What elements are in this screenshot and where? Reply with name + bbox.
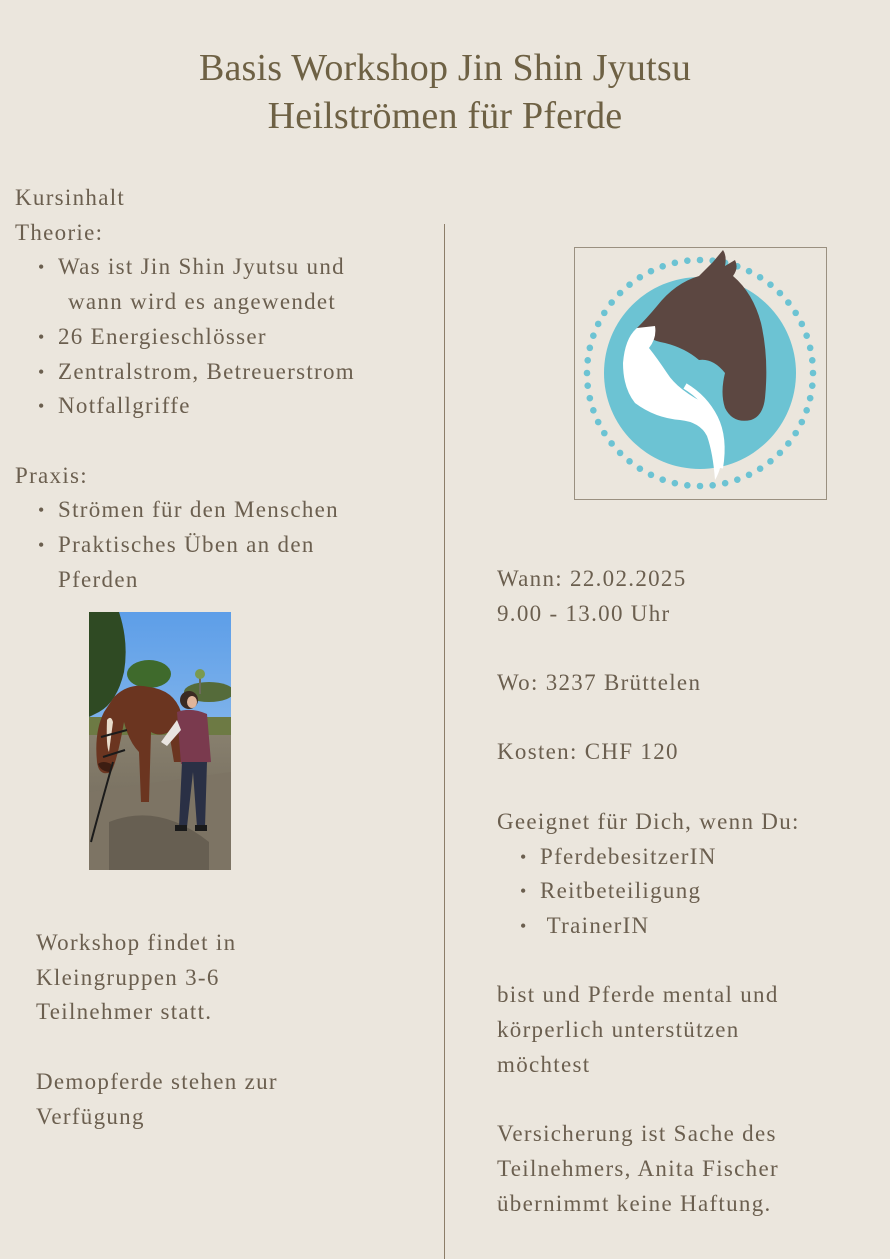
goal-line-3: möchtest bbox=[497, 1051, 591, 1077]
title-line-2: Heilströmen für Pferde bbox=[267, 95, 623, 137]
logo-dot bbox=[684, 257, 691, 264]
logo-dot bbox=[637, 465, 644, 472]
logo-dot bbox=[809, 382, 816, 389]
logo-dot bbox=[777, 290, 784, 297]
list-item bbox=[38, 320, 435, 355]
event-location: Wo: 3237 Brüttelen bbox=[497, 670, 702, 696]
list-item bbox=[38, 528, 435, 597]
title-line-1: Basis Workshop Jin Shin Jyutsu bbox=[198, 47, 692, 89]
list-item bbox=[520, 909, 877, 944]
logo-dot bbox=[803, 407, 810, 414]
logo-dot bbox=[595, 419, 602, 426]
logo-dot bbox=[617, 290, 624, 297]
practice-label: Praxis: bbox=[15, 462, 88, 488]
suitable-item-2: Reitbeteiligung bbox=[540, 878, 702, 904]
logo-dot bbox=[785, 299, 792, 306]
logo bbox=[574, 247, 827, 500]
theory-item-1-cont: wann wird es angewendet bbox=[68, 289, 337, 315]
logo-dot bbox=[637, 274, 644, 281]
logo-dot bbox=[684, 482, 691, 489]
logo-dot bbox=[807, 345, 814, 352]
demo-line-1: Demopferde stehen zur bbox=[36, 1068, 278, 1094]
logo-dot bbox=[734, 476, 741, 483]
practice-list bbox=[38, 493, 435, 597]
theory-item-4: Notfallgriffe bbox=[58, 393, 191, 419]
theory-item-1: Was ist Jin Shin Jyutsu und bbox=[58, 254, 345, 280]
theory-list bbox=[38, 250, 435, 424]
horse-photo bbox=[89, 612, 231, 870]
page-title bbox=[0, 44, 890, 140]
logo-dot bbox=[617, 450, 624, 457]
list-item bbox=[38, 250, 435, 319]
suitable-item-3: TrainerIN bbox=[540, 912, 650, 938]
practice-item-2-cont: Pferden bbox=[58, 566, 139, 592]
logo-dot bbox=[785, 440, 792, 447]
list-item bbox=[38, 389, 435, 424]
logo-dot bbox=[803, 332, 810, 339]
logo-dot bbox=[601, 310, 608, 317]
logo-dot bbox=[792, 430, 799, 437]
logo-dot bbox=[722, 480, 729, 487]
logo-dot bbox=[584, 357, 591, 364]
group-line-3: Teilnehmer statt. bbox=[36, 999, 213, 1025]
theory-item-3: Zentralstrom, Betreuerstrom bbox=[58, 358, 355, 384]
logo-dot bbox=[587, 395, 594, 402]
logo-dot bbox=[672, 480, 679, 487]
group-info bbox=[36, 926, 436, 1134]
logo-dot bbox=[672, 260, 679, 267]
logo-dot bbox=[601, 430, 608, 437]
logo-dot bbox=[697, 483, 704, 490]
logo-dot bbox=[595, 321, 602, 328]
event-date: Wann: 22.02.2025 bbox=[497, 566, 687, 591]
logo-dot bbox=[746, 268, 753, 275]
logo-dot bbox=[659, 476, 666, 483]
list-item bbox=[38, 355, 435, 390]
suitable-item-1: PferdebesitzerIN bbox=[540, 843, 717, 869]
logo-dot bbox=[757, 465, 764, 472]
logo-dot bbox=[608, 440, 615, 447]
insurance-line-3: übernimmt keine Haftung. bbox=[497, 1190, 772, 1216]
practice-item-2: Praktisches Üben an den bbox=[58, 532, 315, 558]
insurance-line-1: Versicherung ist Sache des bbox=[497, 1121, 777, 1147]
logo-dot bbox=[799, 321, 806, 328]
logo-dot bbox=[792, 310, 799, 317]
event-details bbox=[497, 562, 877, 1221]
suitable-label: Geeignet für Dich, wenn Du: bbox=[497, 808, 800, 834]
course-heading: Kursinhalt bbox=[15, 185, 126, 210]
logo-dot bbox=[697, 257, 704, 264]
logo-dot bbox=[584, 370, 591, 377]
list-item bbox=[520, 874, 877, 909]
column-divider bbox=[444, 224, 445, 1259]
event-time: 9.00 - 13.00 Uhr bbox=[497, 600, 671, 626]
logo-dot bbox=[648, 472, 655, 479]
logo-dot bbox=[799, 419, 806, 426]
logo-dot bbox=[709, 482, 716, 489]
logo-dot bbox=[810, 370, 817, 377]
logo-dot bbox=[767, 281, 774, 288]
logo-dot bbox=[809, 357, 816, 364]
list-item bbox=[38, 493, 435, 528]
logo-dot bbox=[626, 281, 633, 288]
course-content bbox=[15, 181, 435, 597]
logo-dot bbox=[807, 395, 814, 402]
insurance-line-2: Teilnehmers, Anita Fischer bbox=[497, 1155, 779, 1181]
goal-line-2: körperlich unterstützen bbox=[497, 1017, 740, 1043]
event-cost: Kosten: CHF 120 bbox=[497, 739, 679, 765]
logo-dot bbox=[777, 450, 784, 457]
logo-dot bbox=[767, 458, 774, 465]
group-line-1: Workshop findet in bbox=[36, 930, 237, 955]
goal-line-1: bist und Pferde mental und bbox=[497, 982, 779, 1008]
practice-item-1: Strömen für den Menschen bbox=[58, 497, 339, 523]
logo-dot bbox=[584, 382, 591, 389]
logo-dot bbox=[587, 345, 594, 352]
logo-dot bbox=[757, 274, 764, 281]
logo-dot bbox=[746, 472, 753, 479]
logo-dot bbox=[590, 407, 597, 414]
logo-dot bbox=[659, 263, 666, 270]
theory-item-2: 26 Energieschlösser bbox=[58, 323, 267, 349]
logo-dot bbox=[590, 332, 597, 339]
suitable-list bbox=[520, 840, 877, 944]
logo-dot bbox=[648, 268, 655, 275]
list-item bbox=[520, 840, 877, 875]
logo-dot bbox=[608, 299, 615, 306]
demo-line-2: Verfügung bbox=[36, 1103, 145, 1129]
group-line-2: Kleingruppen 3-6 bbox=[36, 964, 220, 990]
logo-dot bbox=[626, 458, 633, 465]
theory-label: Theorie: bbox=[15, 219, 104, 245]
